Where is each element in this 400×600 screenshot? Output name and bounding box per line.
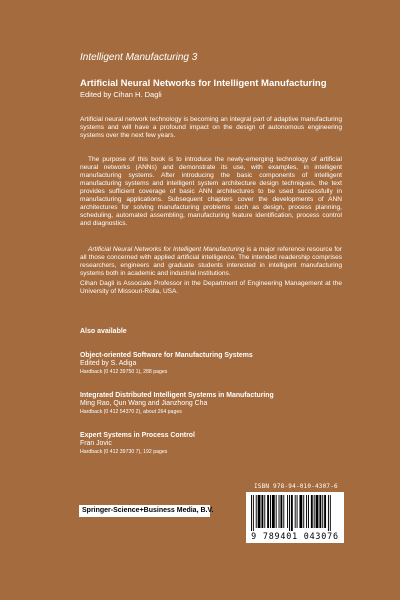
- barcode-bar: [256, 495, 257, 528]
- barcode-bar: [308, 495, 309, 528]
- barcode-bar: [316, 495, 319, 528]
- barcode-bar: [328, 495, 329, 531]
- barcode-bar: [291, 495, 293, 531]
- related-book-details: Hardback (0 412 54370 2), about 264 pages: [80, 408, 182, 415]
- description-paragraph-3: [80, 246, 342, 278]
- related-book-title: Expert Systems in Process Control: [80, 432, 195, 439]
- book-title: Artificial Neural Networks for Intelligent Manufacturing: [80, 78, 327, 89]
- barcode-bar: [314, 495, 315, 528]
- barcode-bar: [295, 495, 296, 528]
- barcode-bar: [283, 495, 284, 528]
- barcode-number: 9 789401 043076: [251, 531, 339, 541]
- barcode-bar: [251, 495, 252, 531]
- barcode-bar: [280, 495, 282, 528]
- related-book: [80, 432, 350, 456]
- barcode-bar: [311, 495, 313, 528]
- related-book-authors: Fran Jovic: [80, 440, 112, 448]
- also-available-heading: Also available: [80, 328, 127, 335]
- related-book-authors: Ming Rao, Qun Wang and Jianzhong Cha: [80, 400, 208, 408]
- related-book-details: Hardback (0 412 39730 7), 192 pages: [80, 448, 168, 455]
- barcode-bar: [276, 495, 277, 528]
- barcode-bar: [287, 495, 288, 528]
- book-editor: Edited by Cihan H. Dagli: [80, 90, 162, 99]
- related-book-authors: Edited by S. Adiga: [80, 360, 137, 368]
- barcode-bar: [306, 495, 307, 528]
- related-book-title: Integrated Distributed Intelligent Systems in Manufacturing: [80, 392, 274, 399]
- description-paragraph-2: The purpose of this book is to introduce the newly-emerging technology of artificial neural networks (ANNs) and demonstrate its use, with examples, in intelligent manufacturing systems. After introducing the basic components of intelligent manufacturing systems and intelligent system architecture design techniques, the text provides sufficient coverage of basic ANN architectures to be used successfully in manufacturing applications. Subsequent chapters cover the developments of ANN architectures for solving manufacturing problems such as design, process planning, scheduling, automated assembling, manufacturing feature identification, process control and diagnostics.: [80, 156, 342, 228]
- related-book-title: Object-oriented Software for Manufacturing Systems: [80, 352, 253, 359]
- barcode-bar: [319, 495, 321, 528]
- barcode-bar: [264, 495, 265, 528]
- barcode-bar: [299, 495, 302, 528]
- barcode-bar: [330, 495, 331, 531]
- publisher-name: Springer-Science+Business Media, B.V.: [79, 505, 210, 517]
- description-book-title: Artificial Neural Networks for Intelligent Manufacturing: [88, 246, 245, 253]
- barcode-bar: [258, 495, 261, 528]
- barcode-bar: [267, 495, 269, 528]
- barcode: [246, 492, 344, 543]
- barcode-bar: [297, 495, 298, 528]
- description-paragraph-1: Artificial neural network technology is becoming an integral part of adaptive manufacturing systems and will have a profound impact on the design of autonomous engineering systems over the next few years.: [80, 116, 342, 140]
- barcode-bar: [261, 495, 263, 528]
- barcode-bar: [322, 495, 323, 528]
- barcode-bar: [272, 495, 275, 528]
- barcode-bar: [324, 495, 326, 528]
- barcode-bar: [303, 495, 304, 528]
- barcode-bar: [289, 495, 290, 531]
- author-bio: Cihan Dagli is Associate Professor in the Department of Engineering Management at the University of Missouri-Rolla, USA.: [80, 280, 342, 296]
- barcode-bar: [279, 495, 280, 528]
- series-title: Intelligent Manufacturing 3: [80, 52, 198, 63]
- description-paragraph-3-text: is a major reference resource for all those concerned with applied artificial intelligence. The intended readership comprises researchers, engineers and graduate students interested in intelligent manufacturing systems both in academic and industrial institutions.: [80, 246, 342, 278]
- related-book-details: Hardback (0 412 39750 1), 288 pages: [80, 368, 168, 375]
- barcode-bars: [251, 495, 339, 531]
- isbn-label: ISBN 978-94-010-4307-6: [254, 483, 338, 490]
- barcode-bar: [270, 495, 271, 528]
- related-book: [80, 392, 350, 416]
- barcode-bar: [253, 495, 254, 531]
- related-book: [80, 352, 350, 376]
